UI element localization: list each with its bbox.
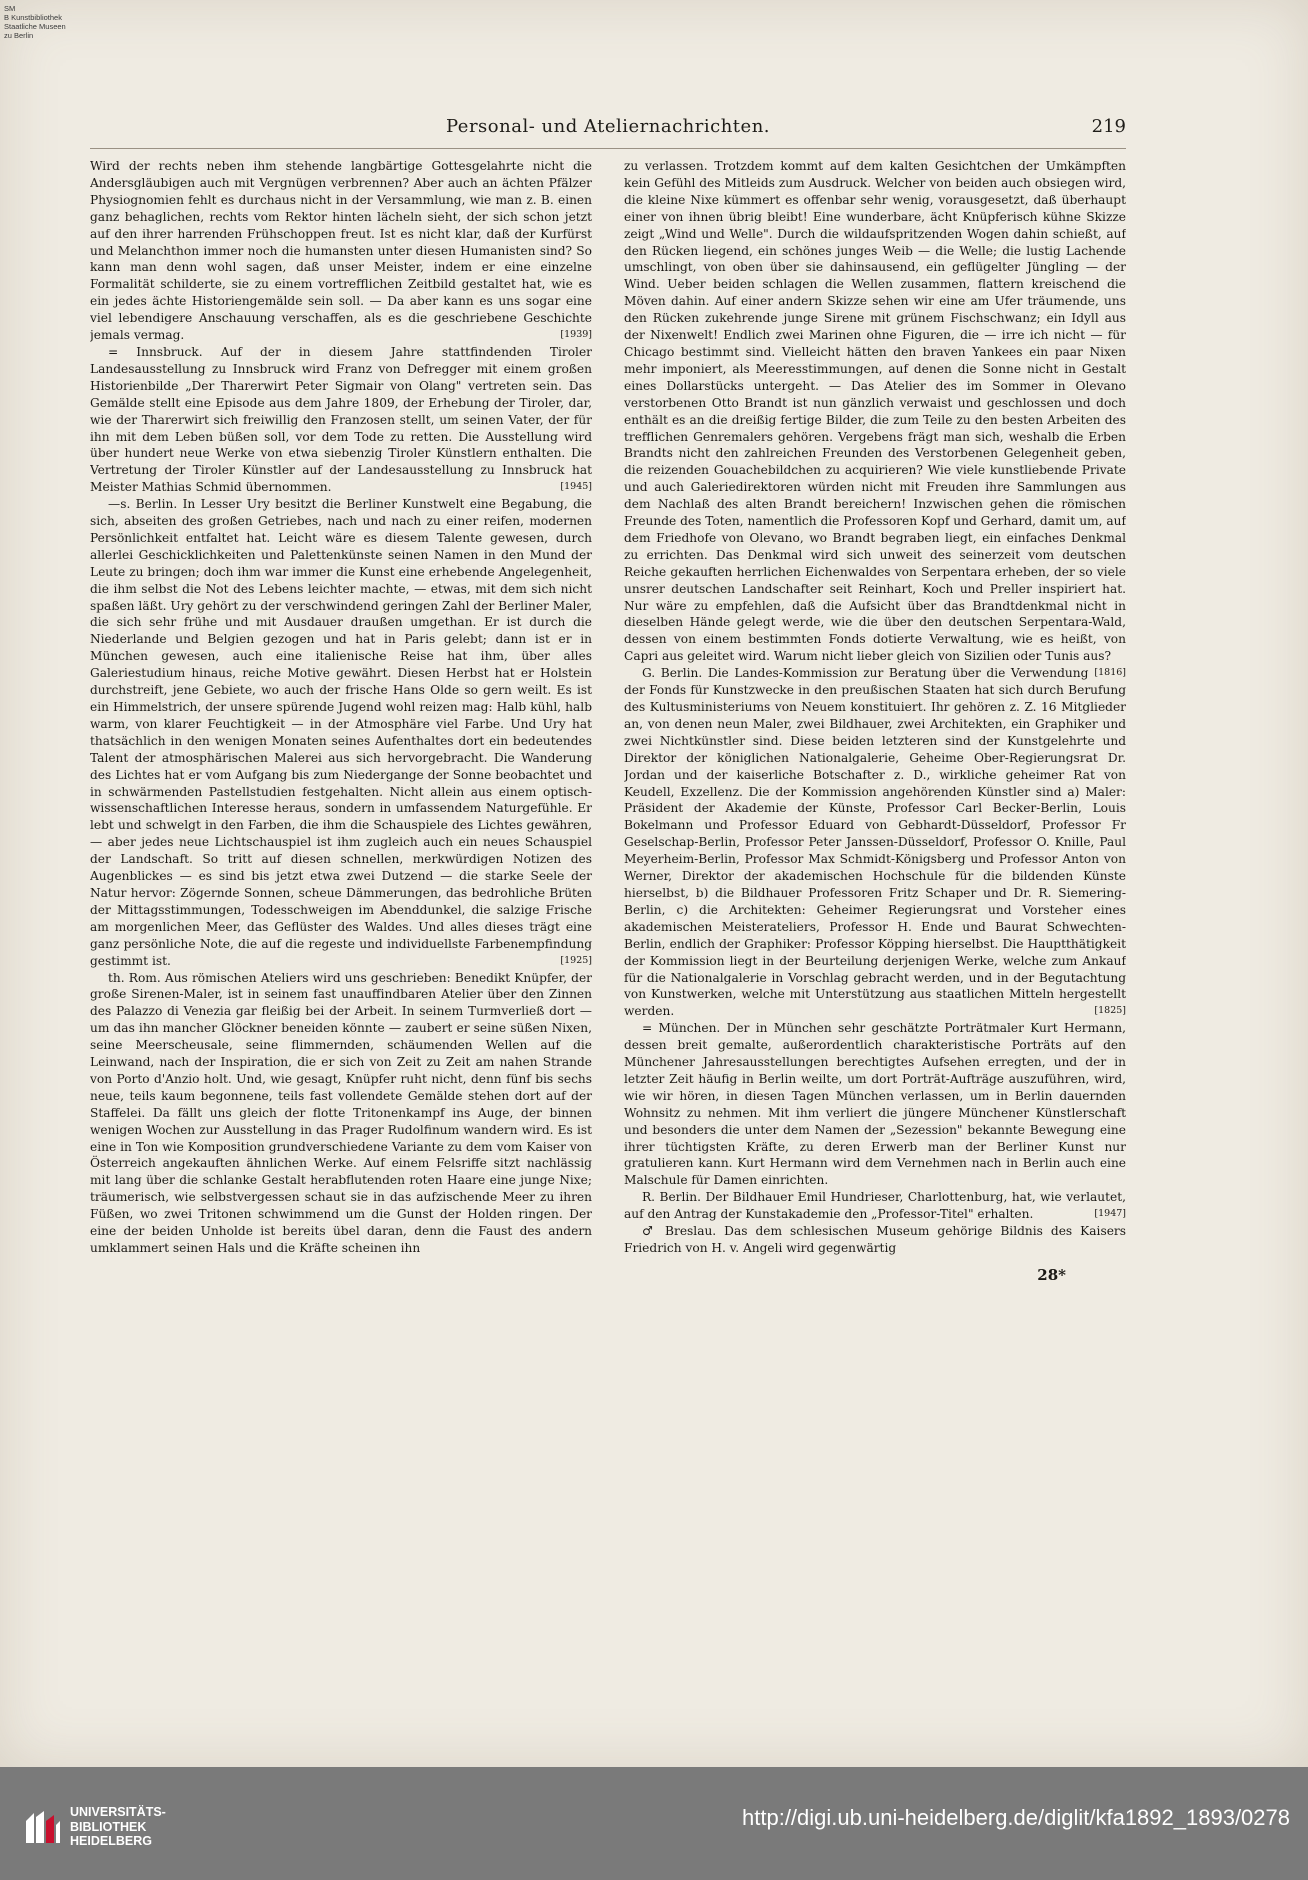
paragraph-text: = Innsbruck. Auf der in diesem Jahre stattfindenden Tiroler Landesausstellung zu Innsbruck wird Franz von Defregger mit einem großen Historienbilde „Der Tharerwirt Peter Sigmair von Olang" vertreten sein. Das Gemälde stellt eine Episode aus dem Jahre 1809, der Erhebung der Tiroler, dar, wie der Tharerwirt sich freiwillig den Franzosen stellt, um seinen Vater, der für ihn mit dem Leben büßen soll, vor dem Tode zu retten. Die Ausstellung wird über hundert neue Werke von etwa siebenzig Tiroler Künstlern enthalten. Die Vertretung der Tiroler Künstler auf der Landesausstellung zu Innsbruck hat Meister Mathias Schmid übernommen.: [90, 344, 592, 495]
paragraph-text: R. Berlin. Der Bildhauer Emil Hundrieser, Charlottenburg, hat, wie verlautet, auf den Antrag der Kunstakademie den „Professor-Titel" erhalten.: [624, 1190, 1126, 1222]
source-url-link[interactable]: http://digi.ub.uni-heidelberg.de/diglit/kfa1892_1893/0278: [742, 1805, 1290, 1830]
running-head: [90, 116, 1126, 142]
page-title: Personal- und Ateliernachrichten.: [445, 116, 771, 137]
stamp-line: B Kunstbibliothek: [4, 13, 62, 22]
paragraph-text: G. Berlin. Die Landes-Kommission zur Beratung über die Verwendung der Fonds für Kunstzwecke in den preußischen Staaten hat sich durch Berufung des Kultusministeriums von Neuem konstituiert. Ihr gehören z. Z. 16 Mitglieder an, von denen neun Maler, zwei Bildhauer, zwei Architekten, ein Graphiker und zwei Nichtkünstler sind. Diese beiden letzteren sind der Kunstgelehrte und Direktor der königlichen Nationalgalerie, Geheime Ober-Regierungsrat Dr. Jordan und der kaiserliche Botschafter z. D., wirkliche geheimer Rat von Keudell, Exzellenz. Die der Kommission angehörenden Künstler sind a) Maler: Präsident der Akademie der Künste, Professor Carl Becker-Berlin, Louis Bokelmann und Professor Eduard von Gebhardt-Düsseldorf, Professor Fr Geselschap-Berlin, Professor Peter Janssen-Düsseldorf, Professor O. Knille, Paul Meyerheim-Berlin, Professor Max Schmidt-Königsberg und Professor Anton von Werner, Direktor der akademischen Hochschule für die bildenden Künste hierselbst, b) die Bildhauer Professoren Fritz Schaper und Dr. R. Siemering-Berlin, c) die Architekten: Geheimer Regierungsrat und Vorsteher eines akademischen Meisterateliers, Professor H. Ende und Baurat Schwechten-Berlin, endlich der Graphiker: Professor Köpping hierselbst. Die Hauptthätigkeit der Kommission liegt in der Beurteilung derjenigen Werke, welche zum Ankauf für die Nationalgalerie in Vorschlag gebracht werden, und in der Begutachtung von Kunstwerken, welche mit Unterstützung aus staatlichen Mitteln hergestellt werden.: [624, 666, 1126, 1019]
library-stamp: [4, 4, 100, 40]
paragraph: [624, 158, 1126, 679]
paragraph: [624, 665, 1126, 1020]
paragraph: [90, 496, 592, 969]
left-column: [90, 158, 592, 1678]
header-rule: [90, 148, 1126, 149]
paragraph-text: zu verlassen. Trotzdem kommt auf dem kalten Gesichtchen der Umkämpften kein Gefühl des Mitleids zum Ausdruck. Welcher von beiden auch obsiegen wird, die kleine Nixe kümmert es offenbar sehr wenig, vorausgesetzt, daß überhaupt einer von ihnen übrig bleibt! Eine wunderbare, ächt Knüpferisch kühne Skizze zeigt „Wind und Welle". Durch die wildaufspritzenden Wogen dahin schießt, auf den Rücken liegend, ein schönes junges Weib — die Welle; die lustig Lachende umschlingt, von oben über sie dahinsausend, ein geflügelter Jüngling — der Wind. Ueber beiden schlagen die Wellen zusammen, flattern kreischend die Möven dahin. Auf einer andern Skizze sehen wir eine am Ufer träumende, uns den Rücken zukehrende junge Sirene mit grünem Fischschwanz; ein Idyll aus der Nixenwelt! Endlich zwei Marinen ohne Figuren, die — irre ich nicht — für Chicago bestimmt sind. Vielleicht hätten den braven Yankees ein paar Nixen mehr imponiert, als Meeresstimmungen, auf denen die Sonne nicht in Gestalt eines Dollarstücks untergeht. — Das Atelier des im Sommer in Olevano verstorbenen Otto Brandt ist nun gänzlich verwaist und geschlossen und doch enthält es an die dreißig fertige Bilder, die zum Teile zu den besten Arbeiten des trefflichen Genremalers gehören. Vergebens frägt man sich, weshalb die Erben Brandts nicht den zahlreichen Freunden des Verstorbenen Gelegenheit geben, die reizenden Gouachebildchen zu acquirieren? Wie viele kunstliebende Private und auch Galeriedirektoren würden nicht mit Freuden ihre Sammlungen aus dem Nachlaß des alten Brandt bereichern! Inzwischen gehen die römischen Freunde des Toten, namentlich die Professoren Kopf und Gerhard, damit um, auf dem Friedhofe von Olevano, wo Brandt begraben liegt, ein einfaches Denkmal zu errichten. Das Denkmal wird sich unweit des seinerzeit vom deutschen Reiche gekauften herrlichen Eichenwaldes von Serpentara erheben, der so viele unsrer deutschen Landschafter seit Reinhart, Koch und Preller inspiriert hat. Nur wäre zu empfehlen, daß die Aufsicht über das Brandtdenkmal nicht in dieselben Hände gelegt werde, wie die über den deutschen Serpentara-Wald, dessen von einem bestimmten Fonds dotierte Verwaltung, wie es heißt, von Capri aus geleitet wird. Warum nicht lieber gleich von Sizilien oder Tunis aus?: [624, 159, 1126, 664]
library-name-line: BIBLIOTHEK: [70, 1819, 147, 1834]
library-name-line: UNIVERSITÄTS-: [70, 1805, 166, 1819]
reference-number: [1825]: [1094, 1005, 1126, 1017]
paragraph-text: = München. Der in München sehr geschätzte Porträtmaler Kurt Hermann, dessen breit gemalte, außerordentlich charakteristische Porträts auf den Münchener Jahresausstellungen berechtigtes Aufsehen erregten, und der in letzter Zeit häufig in Berlin weilte, um dort Porträt-Aufträge auszuführen, wird, wie wir hören, in diesen Tagen München verlassen, um in Berlin dauernden Wohnsitz zu nehmen. Mit ihm verliert die jüngere Münchener Künstlerschaft und besonders die unter dem Namen der „Sezession" bekannte Bewegung eine ihrer tüchtigsten Kräfte, zu deren Erwerb man der Berliner Kunst nur gratulieren kann. Kurt Hermann wird dem Vernehmen nach in Berlin auch eine Malschule für Damen einrichten.: [624, 1021, 1126, 1188]
reference-number: [1947]: [1094, 1208, 1126, 1220]
stamp-line: Staatliche Museen: [4, 22, 66, 31]
library-name-line: HEIDELBERG: [70, 1834, 152, 1848]
paragraph-text: —s. Berlin. In Lesser Ury besitzt die Berliner Kunstwelt eine Begabung, die sich, abseiten des großen Getriebes, nach und nach zu einer reifen, modernen Persönlichkeit entfaltet hat. Leicht wäre es diesem Talente gewesen, durch allerlei Geschicklichkeiten und Palettenkünste seinen Namen in den Mund der Leute zu bringen; doch ihm war immer die Kunst eine erhebende Angelegenheit, die ihm selbst die Not des Lebens leichter machte, — etwas, mit dem sich nicht spaßen läßt. Ury gehört zu der verschwindend geringen Zahl der Berliner Maler, die sich sehr frühe und mit Ausdauer draußen umgethan. Er ist durch die Niederlande und Belgien gezogen und hat in Paris gelebt; dann ist er in München gewesen, auch eine italienische Reise hat ihm, über alles Galeriestudium hinaus, reiche Motive gewährt. Diesen Herbst hat er Holstein durchstreift, jene Gebiete, wo auch der frische Hans Olde so gern weilt. Es ist ein Himmelstrich, der unsere spürende Jugend wohl reizen mag: Halb kühl, halb warm, von klarer Feuchtigkeit — in der Atmosphäre viel Farbe. Und Ury hat thatsächlich in den wenigen Monaten seines Aufenthaltes dort ein bedeutendes Talent der atmosphärischen Malerei aus sich hervorgebracht. Die Wanderung des Lichtes hat er vom Aufgang bis zum Niedergange der Sonne beobachtet und in schwärmenden Pastellstudien festgehalten. Nicht allein aus einem optisch-wissenschaftlichen Interesse heraus, sondern in umfassendem Naturgefühle. Er lebt und schwelgt in den Farben, die ihm die Schauspiele des Lichtes gewähren, — aber jedes neue Lichtschauspiel ist ihm zugleich auch ein neues Schauspiel der Landschaft. So tritt auf diesen schnellen, merkwürdigen Notizen des Augenblickes — es sind bis jetzt etwa zwei Dutzend — die starke Seele der Natur hervor: Zögernde Sonnen, scheue Dämmerungen, das bedrohliche Brüten der Mittagsstimmungen, Todesschweigen im Abenddunkel, die salzige Frische am morgenlichen Meer, das Geflüster des Waldes. Und alles dieses trägt eine ganz persönliche Note, die auf die regeste und individuellste Farbenempfindung gestimmt ist.: [90, 497, 592, 968]
page-number: 219: [1091, 116, 1126, 137]
paragraph-text: Wird der rechts neben ihm stehende langbärtige Gottesgelahrte nicht die Andersgläubigen auch mit Vergnügen verbrennen? Aber auch an ächten Pfälzer Physiognomien fehlt es durchaus nicht in der Versammlung, wie man z. B. einen ganz behaglichen, rechts vom Rektor hinten lächeln sieht, der sich schon jetzt auf den ihrer harrenden Frühschoppen freut. Ist es nicht klar, daß der Kurfürst und Melanchthon immer noch die humansten unter diesen Humanisten sind? So kann man denn wohl sagen, daß unser Meister, indem er eine einzelne Formalität schilderte, sie zu einem vortrefflichen Zeitbild gestaltet hat, wie es ein jedes ächte Historiengemälde sein soll. — Da aber kann es uns sogar eine viel lebendigere Anschauung verschaffen, als es die geschriebene Geschichte jemals vermag.: [90, 159, 592, 343]
stamp-line: zu Berlin: [4, 31, 34, 40]
university-logo-icon: [22, 1807, 62, 1847]
paragraph: [90, 158, 592, 344]
paragraph: [624, 1189, 1126, 1223]
viewer-footer: [0, 1767, 1308, 1880]
right-column: [624, 158, 1126, 1678]
paragraph: [90, 970, 592, 1257]
reference-number: [1816]: [1094, 667, 1126, 679]
reference-number: [1939]: [560, 329, 592, 341]
stamp-line: SM: [4, 4, 16, 13]
reference-number: [1945]: [560, 481, 592, 493]
paragraph: [624, 1020, 1126, 1189]
signature-mark: 28*: [1037, 1265, 1066, 1284]
paragraph: [624, 1223, 1126, 1257]
paragraph: [90, 344, 592, 496]
reference-number: [1925]: [560, 954, 592, 966]
text-columns: [90, 158, 1126, 1678]
paragraph-text: ♂ Breslau. Das dem schlesischen Museum gehörige Bildnis des Kaisers Friedrich von H. v. Angeli wird gegenwärtig: [624, 1224, 1126, 1255]
paragraph-text: th. Rom. Aus römischen Ateliers wird uns geschrieben: Benedikt Knüpfer, der große Sirenen-Maler, ist in seinem fast unauffindbaren Atelier über den Zinnen des Palazzo di Venezia gar fleißig bei der Arbeit. In seinem Turmverließ dort — um das ihn mancher Glöckner beneiden könnte — zaubert er seine süßen Nixen, seine Meerscheusale, seine flimmernden, schäumenden Wellen auf die Leinwand, nach der Inspiration, die er sich von Zeit zu Zeit am nahen Strande von Porto d'Anzio holt. Und, wie gesagt, Knüpfer ruht nicht, denn fünf bis sechs neue, teils kaum begonnene, teils fast vollendete Gemälde stehen dort auf der Staffelei. Da fällt uns gleich der flotte Tritonenkampf ins Auge, der binnen wenigen Wochen zur Ausstellung in das Prager Rudolfinum wandern wird. Es ist eine in Ton wie Komposition grundverschiedene Variante zu dem vom Kaiser von Österreich angekauften ähnlichen Werke. Auf einem Felsriffe sitzt nachlässig mit lang über die schlanke Gestalt herabflutenden roten Haare eine junge Nixe; träumerisch, wie selbstvergessen schaut sie in das aufzischende Meer zu ihren Füßen, wo zwei Tritonen schwimmend um die Gunst der Holden ringen. Der eine der beiden Unholde ist bereits übel daran, denn die Faust des andern umklammert seinen Hals und die Kräfte scheinen ihn: [90, 970, 592, 1255]
library-name[interactable]: [70, 1805, 166, 1849]
